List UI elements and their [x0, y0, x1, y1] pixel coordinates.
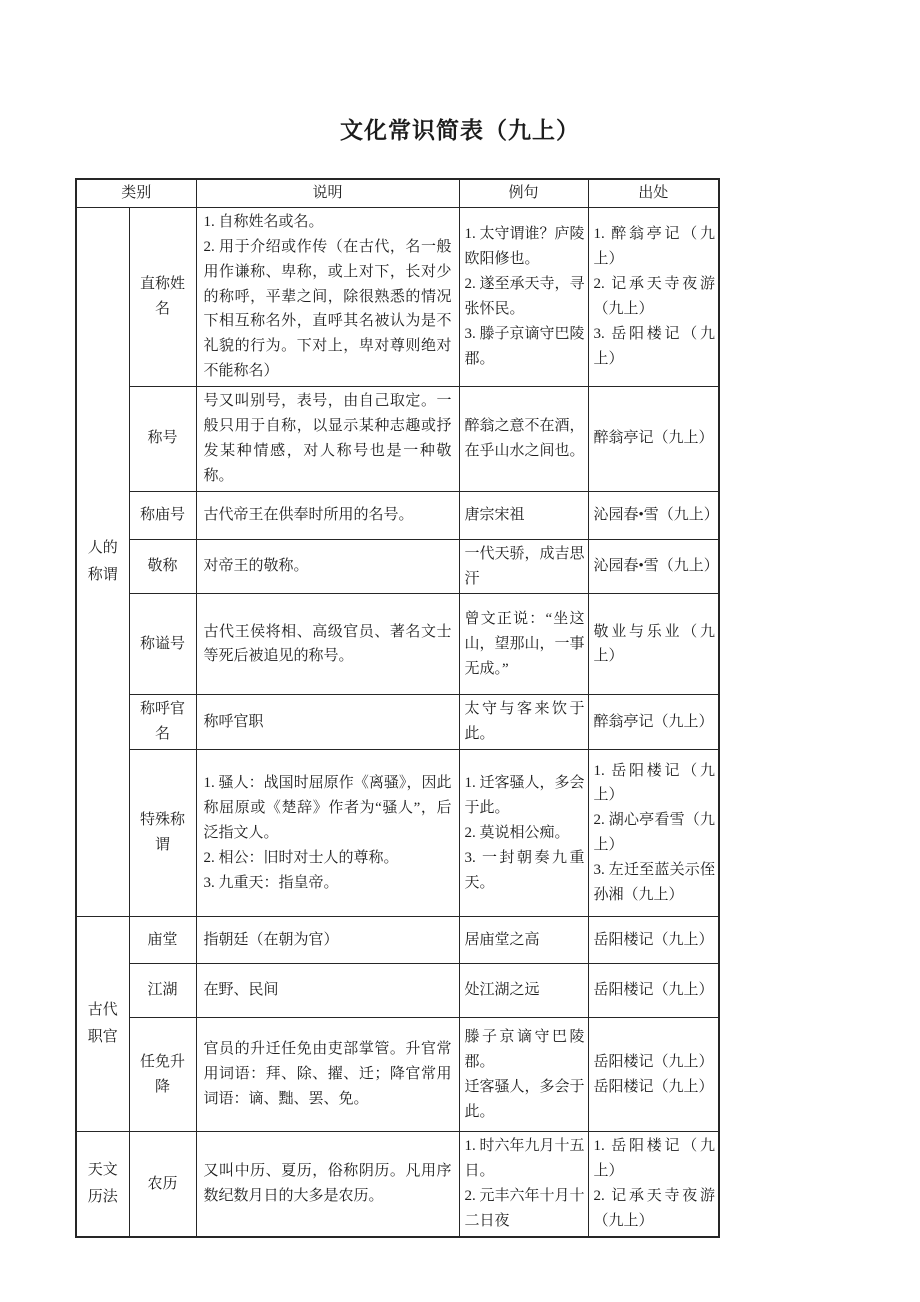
col-header-description: 说明: [196, 179, 459, 207]
cell-paragraph: 3. 左迁至蓝关示侄孙湘（九上）: [593, 862, 716, 904]
cell-paragraph: 处江湖之远: [464, 982, 540, 999]
table-row: [76, 917, 719, 964]
example-cell: [459, 207, 588, 386]
cell-paragraph: 岳阳楼记（九上）: [593, 982, 714, 999]
table-row: [76, 1132, 719, 1237]
cell-paragraph: 敬业与乐业（九上）: [593, 623, 716, 665]
cell-paragraph: 号又叫别号，表号，由自己取定。一般只用于自称，以显示某种志趣或抒发某种情感，对人称号也是一种敬称。: [203, 393, 452, 484]
example-cell: [459, 964, 588, 1018]
subcategory-cell: 称庙号: [129, 491, 196, 539]
example-cell: [459, 539, 588, 594]
cell-paragraph: 滕子京谪守巴陵郡。: [464, 1028, 585, 1070]
cell-paragraph: 又叫中历、夏历，俗称阴历。凡用序数纪数月日的大多是农历。: [203, 1163, 452, 1205]
source-cell: [588, 539, 719, 594]
cell-paragraph: 2. 记承天寺夜游（九上）: [593, 276, 716, 317]
col-header-example: 例句: [459, 179, 588, 207]
description-cell: [196, 387, 459, 492]
subcategory-cell: 称谥号: [129, 594, 196, 695]
cell-paragraph: 太守与客来饮于此。: [464, 701, 585, 743]
table-row: [76, 1018, 719, 1132]
subcategory-cell: 庙堂: [129, 917, 196, 964]
cell-paragraph: 2. 元丰六年十月十二日夜: [464, 1188, 585, 1229]
source-cell: [588, 207, 719, 386]
col-header-source: 出处: [588, 179, 719, 207]
example-cell: [459, 695, 588, 750]
example-cell: [459, 387, 588, 492]
group-cell-astronomy-calendar: 天文历法: [76, 1132, 129, 1237]
cell-paragraph: 在野、民间: [203, 982, 279, 999]
cell-paragraph: 1. 太守谓谁？庐陵欧阳修也。: [464, 226, 585, 268]
table-row: [76, 491, 719, 539]
description-cell: [196, 695, 459, 750]
cell-paragraph: 岳阳楼记（九上）: [593, 1078, 714, 1095]
cell-paragraph: 1. 岳阳楼记（九上）: [593, 1138, 716, 1180]
cell-paragraph: 1. 时六年九月十五日。: [464, 1138, 585, 1180]
description-cell: [196, 1132, 459, 1237]
cell-paragraph: 沁园春•雪（九上）: [593, 558, 719, 575]
cell-paragraph: 3. 九重天：指皇帝。: [203, 874, 339, 891]
example-cell: [459, 917, 588, 964]
subcategory-cell: 农历: [129, 1132, 196, 1237]
source-cell: [588, 1018, 719, 1132]
description-cell: [196, 917, 459, 964]
cell-paragraph: 居庙堂之高: [464, 931, 540, 948]
table-row: [76, 695, 719, 750]
description-cell: [196, 539, 459, 594]
cell-paragraph: 官员的升迁任免由吏部掌管。升官常用词语：拜、除、擢、迁；降官常用词语：谪、黜、罢、免。: [203, 1041, 452, 1108]
cell-paragraph: 沁园春•雪（九上）: [593, 506, 719, 523]
table-row: [76, 207, 719, 386]
description-cell: [196, 750, 459, 917]
col-header-category: 类别: [76, 179, 196, 207]
source-cell: [588, 917, 719, 964]
table-row: [76, 964, 719, 1018]
cell-paragraph: 3. 一封朝奏九重天。: [464, 849, 585, 891]
source-cell: [588, 1132, 719, 1237]
source-cell: [588, 750, 719, 917]
cell-paragraph: 对帝王的敬称。: [203, 558, 309, 575]
subcategory-cell: 敬称: [129, 539, 196, 594]
culture-knowledge-table: [75, 178, 720, 1238]
table-row: [76, 750, 719, 917]
page-title: 文化常识简表（九上）: [340, 117, 580, 143]
cell-paragraph: 3. 岳阳楼记（九上）: [593, 325, 716, 367]
description-cell: [196, 594, 459, 695]
cell-paragraph: 1. 醉翁亭记（九上）: [593, 226, 716, 268]
group-cell-person-titles: 人的称谓: [76, 207, 129, 916]
cell-paragraph: 1. 自称姓名或名。: [203, 213, 324, 230]
cell-paragraph: 唐宗宋祖: [464, 506, 525, 523]
cell-paragraph: 古代王侯将相、高级官员、著名文士等死后被追见的称号。: [203, 623, 452, 665]
example-cell: [459, 1132, 588, 1237]
cell-paragraph: 一代天骄，成吉思汗: [464, 545, 585, 587]
source-cell: [588, 594, 719, 695]
table-row: [76, 594, 719, 695]
description-cell: [196, 207, 459, 386]
description-cell: [196, 491, 459, 539]
subcategory-cell: 直称姓名: [129, 207, 196, 386]
subcategory-cell: 称呼官名: [129, 695, 196, 750]
source-cell: [588, 964, 719, 1018]
table-row: [76, 387, 719, 492]
cell-paragraph: 1. 骚人：战国时屈原作《离骚》，因此称屈原或《楚辞》作者为“骚人”，后泛指文人。: [203, 775, 452, 841]
example-cell: [459, 750, 588, 917]
cell-paragraph: 1. 迁客骚人，多会于此。: [464, 775, 585, 816]
cell-paragraph: 2. 湖心亭看雪（九上）: [593, 812, 716, 854]
cell-paragraph: 醉翁之意不在酒，在乎山水之间也。: [464, 418, 585, 459]
cell-paragraph: 称呼官职: [203, 713, 264, 730]
cell-paragraph: 2. 用于介绍或作传（在古代，名一般用作谦称、卑称，或上对下，长对少的称呼，平辈之间，除很熟悉的情况下相互称名外，直呼其名被认为是不礼貌的行为。下对上，卑对尊则绝对不能称名）: [203, 238, 452, 380]
cell-paragraph: 3. 滕子京谪守巴陵郡。: [464, 325, 585, 367]
cell-paragraph: 2. 记承天寺夜游（九上）: [593, 1188, 716, 1229]
cell-paragraph: 2. 相公：旧时对士人的尊称。: [203, 849, 399, 866]
cell-paragraph: 古代帝王在供奉时所用的名号。: [203, 506, 414, 523]
cell-paragraph: 曾文正说：“坐这山，望那山，一事无成。”: [464, 611, 585, 677]
example-cell: [459, 491, 588, 539]
source-cell: [588, 387, 719, 492]
cell-paragraph: 醉翁亭记（九上）: [593, 430, 714, 447]
description-cell: [196, 964, 459, 1018]
cell-paragraph: 2. 莫说相公痴。: [464, 824, 570, 841]
cell-paragraph: 迁客骚人，多会于此。: [464, 1078, 585, 1120]
source-cell: [588, 491, 719, 539]
description-cell: [196, 1018, 459, 1132]
subcategory-cell: 称号: [129, 387, 196, 492]
cell-paragraph: 2. 遂至承天寺，寻张怀民。: [464, 276, 585, 317]
cell-paragraph: 岳阳楼记（九上）: [593, 1053, 714, 1070]
header-row: [76, 179, 719, 207]
example-cell: [459, 594, 588, 695]
source-cell: [588, 695, 719, 750]
cell-paragraph: 1. 岳阳楼记（九上）: [593, 762, 716, 804]
table-row: [76, 539, 719, 594]
subcategory-cell: 任免升降: [129, 1018, 196, 1132]
cell-paragraph: 醉翁亭记（九上）: [593, 713, 714, 730]
cell-paragraph: 岳阳楼记（九上）: [593, 931, 714, 948]
cell-paragraph: 指朝廷（在朝为官）: [203, 931, 339, 948]
example-cell: [459, 1018, 588, 1132]
subcategory-cell: 江湖: [129, 964, 196, 1018]
subcategory-cell: 特殊称谓: [129, 750, 196, 917]
group-cell-ancient-officials: 古代职官: [76, 917, 129, 1132]
